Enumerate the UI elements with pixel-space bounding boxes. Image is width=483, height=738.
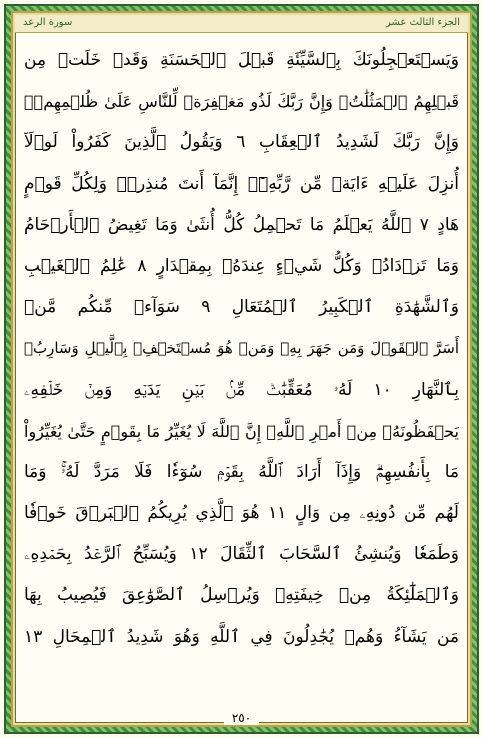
- text-line-11: مَا بِأَنفُسِهِمۡۗ وَإِذَآ أَرَادَ ٱللَّهُ بِقَوۡمٖ سُوٓءٗا فَلَا مَرَدَّ لَهُۥۚ وَمَا: [24, 461, 459, 482]
- text-line-5: هَادٍ ٧ ٱللَّهُ يَعۡلَمُ مَا تَحۡمِلُ كُلُّ أُنثَىٰ وَمَا تَغِيضُ ٱلۡأَرۡحَامُ: [24, 214, 459, 235]
- text-line-3: وَإِنَّ رَبَّكَ لَشَدِيدُ ٱلۡعِقَابِ ٦ وَيَقُولُ ٱلَّذِينَ كَفَرُواْ لَوۡلَآ: [24, 132, 459, 153]
- text-line-8: أَسَرَّ ٱلۡقَوۡلَ وَمَن جَهَرَ بِهِۦ وَمَنۡ هُوَ مُسۡتَخۡفِۭ بِٱلَّيۡلِ وَسَارِبُۢ: [24, 339, 459, 358]
- text-line-12: لَهُم مِّن دُونِهِۦ مِن وَالٍ ١١ هُوَ ٱلَّذِي يُرِيكُمُ ٱلۡبَرۡقَ خَوۡفٗا: [24, 503, 459, 524]
- text-line-2: قَبۡلِهِمُ ٱلۡمَثُلَٰتُۗ وَإِنَّ رَبَّكَ لَذُو مَغۡفِرَةٖ لِّلنَّاسِ عَلَىٰ ظُلۡمِهِمۡۖ: [24, 92, 459, 112]
- page-number-wrap: [0, 711, 483, 725]
- juz-label: الجزء الثالث عشر: [385, 17, 460, 28]
- text-line-4: أُنزِلَ عَلَيۡهِ ءَايَةٞ مِّن رَّبِّهِۦٓۗ إِنَّمَآ أَنتَ مُنذِرٞۖ وَلِكُلِّ قَوۡمٍ: [24, 173, 459, 194]
- page-header: [15, 15, 468, 33]
- text-line-15: مَن يَشَآءُ وَهُمۡ يُجَٰدِلُونَ فِي ٱللَّهِ وَهُوَ شَدِيدُ ٱلۡمِحَالِ ١٣: [24, 626, 459, 647]
- text-line-10: يَحۡفَظُونَهُۥ مِنۡ أَمۡرِ ٱللَّهِۗ إِنَّ ٱللَّهَ لَا يُغَيِّرُ مَا بِقَوۡمٍ حَتَّىٰ يُغَيِّرُواْ: [24, 421, 459, 441]
- text-line-9: بِٱلنَّهَارِ ١٠ لَهُۥ مُعَقِّبَٰتٞ مِّنۢ بَيۡنِ يَدَيۡهِ وَمِنۡ خَلۡفِهِۦ: [24, 379, 459, 400]
- text-line-14: وَٱلۡمَلَٰٓئِكَةُ مِنۡ خِيفَتِهِۦ وَيُرۡسِلُ ٱلصَّوَٰعِقَ فَيُصِيبُ بِهَا: [24, 585, 459, 606]
- text-line-13: وَطَمَعٗا وَيُنشِئُ ٱلسَّحَابَ ٱلثِّقَالَ ١٢ وَيُسَبِّحُ ٱلرَّعۡدُ بِحَمۡدِهِۦ: [24, 544, 459, 565]
- page-number: ٢٥٠: [224, 711, 259, 725]
- text-line-7: وَٱلشَّهَٰدَةِ ٱلۡكَبِيرُ ٱلۡمُتَعَالِ ٩ سَوَآءٞ مِّنكُم مَّنۡ: [24, 297, 459, 318]
- verse-text: [24, 40, 459, 700]
- text-line-6: وَمَا تَزۡدَادُۚ وَكُلُّ شَيۡءٍ عِندَهُۥ بِمِقۡدَارٍ ٨ عَٰلِمُ ٱلۡغَيۡبِ: [24, 255, 459, 276]
- surah-name: سورة الرعد: [23, 17, 73, 28]
- text-line-1: وَيَسۡتَعۡجِلُونَكَ بِٱلسَّيِّئَةِ قَبۡلَ ٱلۡحَسَنَةِ وَقَدۡ خَلَتۡ مِن: [24, 50, 459, 70]
